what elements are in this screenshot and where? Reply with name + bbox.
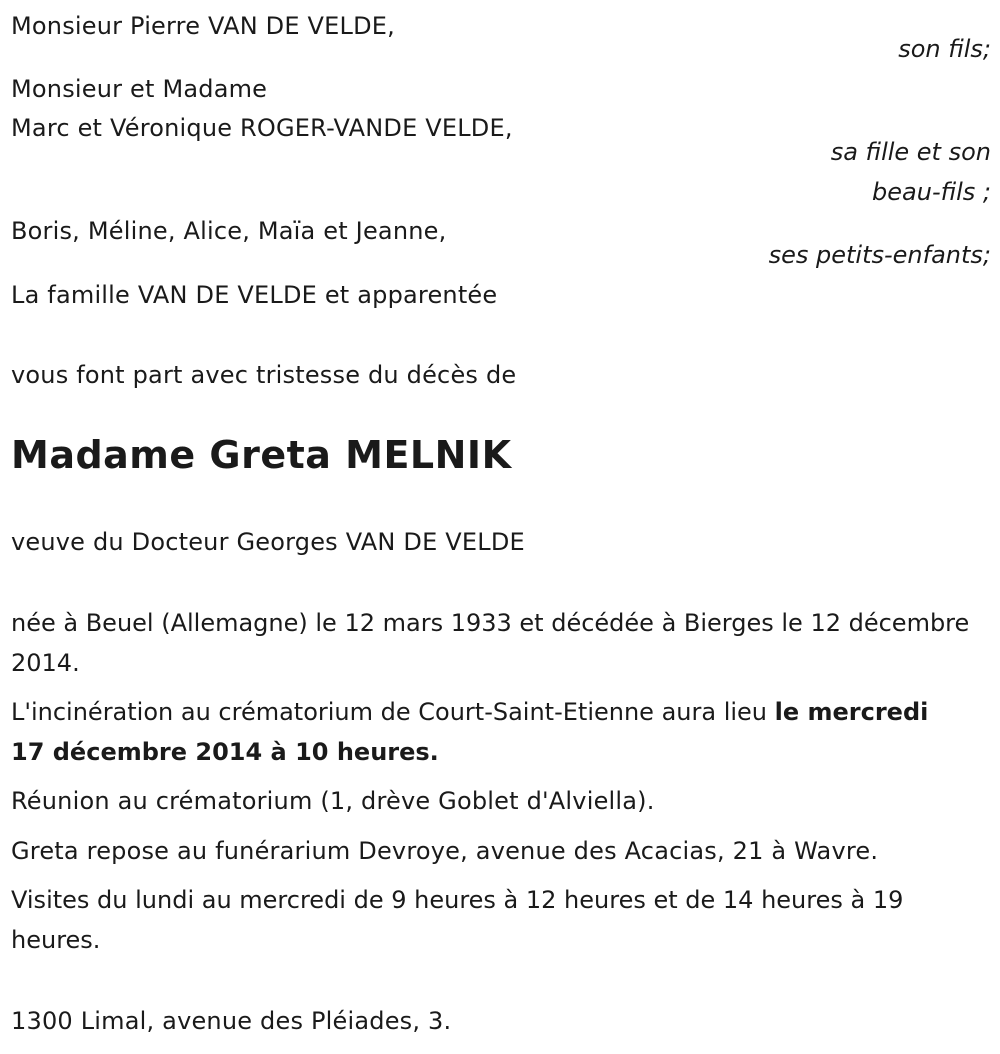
daughter-line-1: Monsieur et Madame — [11, 75, 268, 103]
address: 1300 Limal, avenue des Pléiades, 3. — [11, 1007, 452, 1035]
extended-family: La famille VAN DE VELDE et apparentée — [11, 281, 498, 309]
deceased-name: Madame Greta MELNIK — [11, 433, 512, 477]
birth-death: née à Beuel (Allemagne) le 12 mars 1933 et décédée à Bierges le 12 décembre 2014. — [11, 609, 970, 677]
son-role: son fils; — [898, 35, 991, 63]
announcement-intro: vous font part avec tristesse du décès de — [11, 361, 517, 389]
daughter-line-2: Marc et Véronique ROGER-VANDE VELDE, — [11, 114, 513, 142]
meeting-info: Réunion au crématorium (1, drève Goblet d'Alviella). — [11, 787, 655, 815]
cremation-text: L'incinération au crématorium de Court-Saint-Etienne aura lieu — [11, 698, 775, 726]
daughter-role-line-2: beau-fils ; — [872, 178, 991, 206]
daughter-role-line-1: sa fille et son — [830, 138, 991, 166]
grandchildren-role: ses petits-enfants; — [768, 241, 991, 269]
rest-place: Greta repose au funérarium Devroye, avenue des Acacias, 21 à Wavre. — [11, 837, 879, 865]
cremation-date: le mercredi 17 décembre 2014 à 10 heures. — [11, 698, 929, 766]
cremation-info — [11, 692, 951, 772]
widow-of: veuve du Docteur Georges VAN DE VELDE — [11, 528, 525, 556]
grandchildren-names: Boris, Méline, Alice, Maïa et Jeanne, — [11, 217, 447, 245]
visits-info: Visites du lundi au mercredi de 9 heures à 12 heures et de 14 heures à 19 heures. — [11, 886, 904, 954]
son-name: Monsieur Pierre VAN DE VELDE, — [11, 12, 395, 40]
